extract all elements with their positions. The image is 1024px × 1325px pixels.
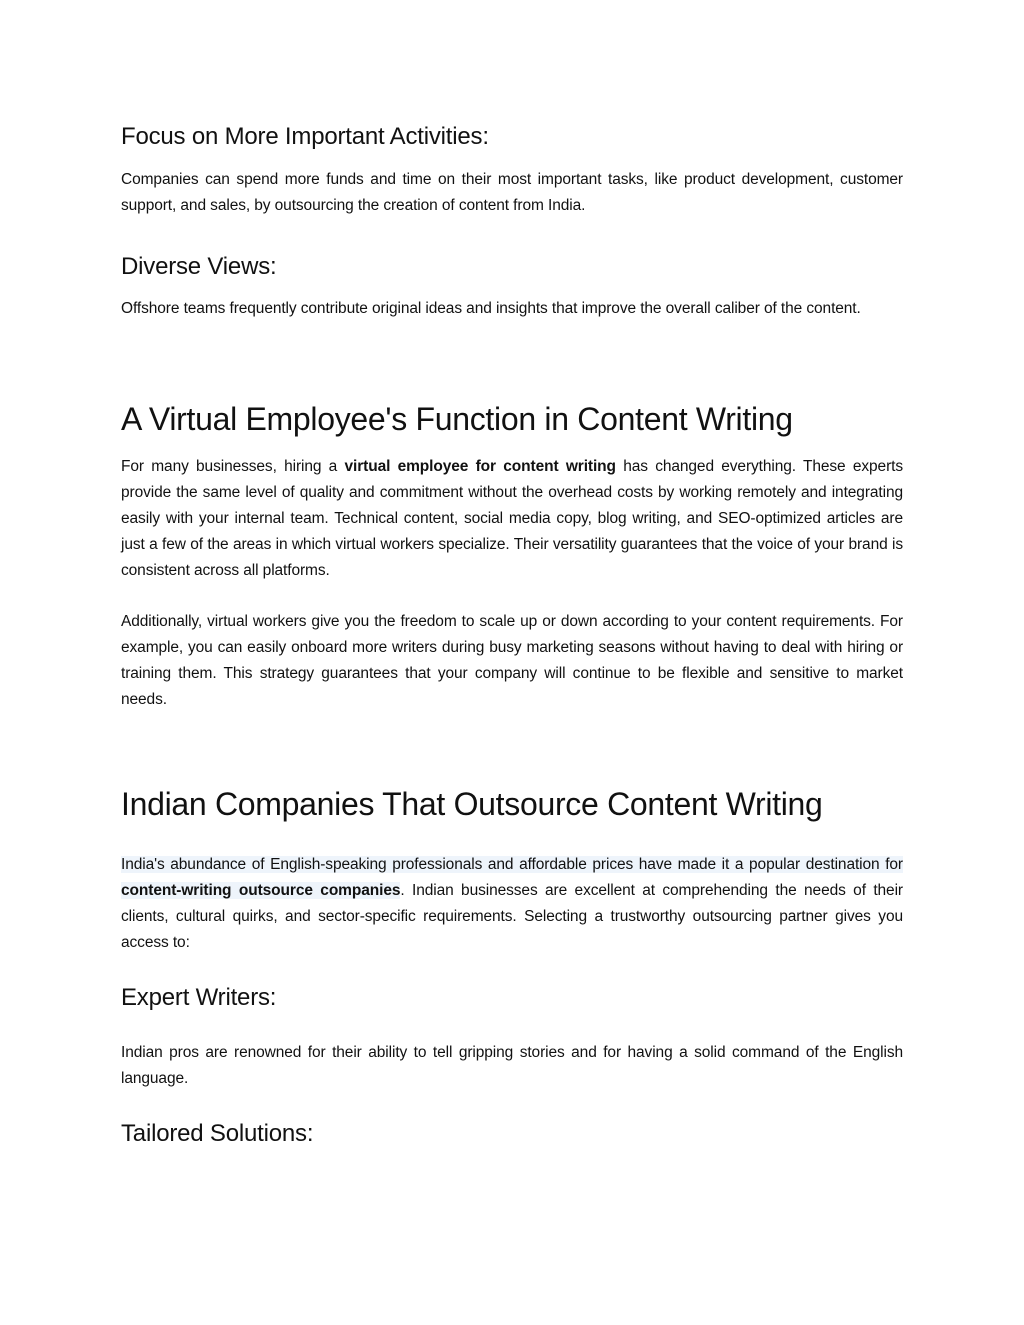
heading-expert-writers: Expert Writers: <box>121 984 277 1011</box>
heading-virtual-employee: A Virtual Employee's Function in Content Writing <box>121 401 793 437</box>
indian-text-after: . Indian businesses are excellent at comprehending the needs of their clients, cultural quirks, and sector-specific requirements. Selecting a trustworthy outsourcing partner gives you access to: <box>121 882 903 951</box>
heading-focus: Focus on More Important Activities: <box>121 123 489 150</box>
paragraph-expert-writers: Indian pros are renowned for their ability to tell gripping stories and for having a solid command of the English language. <box>121 1044 903 1087</box>
virtual-text-before: For many businesses, hiring a <box>121 458 345 475</box>
paragraph-virtual-2: Additionally, virtual workers give you the freedom to scale up or down according to your content requirements. For example, you can easily onboard more writers during busy marketing seasons without having to deal with hiring or training them. This strategy guarantees that your company will continue to be flexible and sensitive to market needs. <box>121 613 903 708</box>
paragraph-focus: Companies can spend more funds and time on their most important tasks, like product development, customer support, and sales, by outsourcing the creation of content from India. <box>121 171 903 214</box>
paragraph-virtual-1 <box>121 454 903 584</box>
virtual-text-after: has changed everything. These experts provide the same level of quality and commitment without the overhead costs by working remotely and integrating easily with your internal team. Technical content, social media copy, blog writing, and SEO-optimized articles are just a few of the areas in which virtual workers specialize. Their versatility guarantees that the voice of your brand is consistent across all platforms. <box>121 458 903 579</box>
heading-indian-companies: Indian Companies That Outsource Content Writing <box>121 786 823 822</box>
virtual-employee-link[interactable]: virtual employee for content writing <box>344 458 616 475</box>
highlighted-text: India's abundance of English-speaking professionals and affordable prices have made it a popular destination for <box>121 856 903 873</box>
heading-tailored-solutions: Tailored Solutions: <box>121 1120 314 1147</box>
paragraph-diverse-views: Offshore teams frequently contribute original ideas and insights that improve the overall caliber of the content. <box>121 300 861 317</box>
outsource-companies-link[interactable]: content-writing outsource companies <box>121 882 401 899</box>
heading-diverse-views: Diverse Views: <box>121 253 277 280</box>
paragraph-indian <box>121 852 903 956</box>
